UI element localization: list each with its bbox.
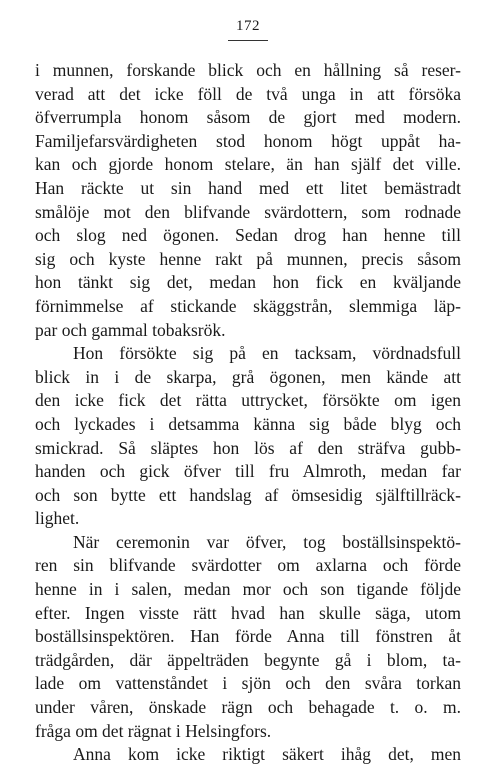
text-line: och slog ned ögonen. Sedan drog han henne till <box>35 225 461 246</box>
text-line: hon tänkt sig det, medan hon fick en kväljande <box>35 272 461 293</box>
text-line: fråga om det rägnat i Helsingfors. <box>35 720 272 741</box>
body-text <box>35 59 461 767</box>
text-line: När ceremonin var öfver, tog boställsinspektö- <box>73 531 461 552</box>
text-line: Familjefarsvärdigheten stod honom högt uppåt ha- <box>35 130 461 151</box>
text-line: boställsinspektören. Han förde Anna till fönstren åt <box>35 626 461 647</box>
text-line: blick in i de skarpa, grå ögonen, men kände att <box>35 366 461 387</box>
text-line: verad att det icke föll de två unga in att försöka <box>35 83 461 104</box>
text-line: sig och kyste henne rakt på munnen, precis såsom <box>35 248 461 269</box>
paragraph <box>35 531 461 743</box>
text-line: ren sin blifvande svärdotter om axlarna och förde <box>35 555 461 576</box>
text-line: handen och gick öfver till fru Almroth, medan far <box>35 461 461 482</box>
paragraph <box>35 59 461 342</box>
paragraph <box>35 743 461 767</box>
text-line: smålöje mot den blifvande svärdottern, som rodnade <box>35 201 461 222</box>
text-line: Anna kom icke riktigt säkert ihåg det, men <box>73 744 461 765</box>
text-line: den icke fick det rätta uttrycket, försökte om igen <box>35 390 461 411</box>
text-line: trädgården, där äppelträden begynte gå i blom, ta- <box>35 649 461 670</box>
header-rule <box>228 40 268 41</box>
paragraph <box>35 342 461 531</box>
text-line: öfverrumpla honom såsom de gjort med modern. <box>35 107 461 128</box>
text-line: efter. Ingen visste rätt hvad han skulle säga, utom <box>35 602 461 623</box>
text-line: lade om vattenståndet i sjön och den svåra torkan <box>35 673 461 694</box>
text-line: par och gammal tobaksrök. <box>35 319 226 340</box>
text-line: Han räckte ut sin hand med ett litet bemästradt <box>35 177 461 198</box>
text-line: i munnen, forskande blick och en hållning så reser- <box>35 60 461 80</box>
text-line: henne in i salen, medan mor och son tigande följde <box>35 579 461 600</box>
text-line: och son bytte ett handslag af ömsesidig själftillräck- <box>35 484 461 505</box>
text-line: kan och gjorde honom stelare, än han själf det ville. <box>35 154 461 175</box>
text-line: Hon försökte sig på en tacksam, vördnadsfull <box>73 343 461 364</box>
text-line: lighet. <box>35 508 80 529</box>
text-line: smickrad. Så släptes hon lös af den sträfva gubb- <box>35 437 461 458</box>
page-number: 172 <box>236 18 260 34</box>
text-line: och lyckades i detsamma känna sig både blyg och <box>35 413 461 434</box>
text-line: under våren, önskade rägn och behagade t. o. m. <box>35 697 461 718</box>
text-line: förnimmelse af stickande skäggstrån, slemmiga läp- <box>35 295 461 316</box>
